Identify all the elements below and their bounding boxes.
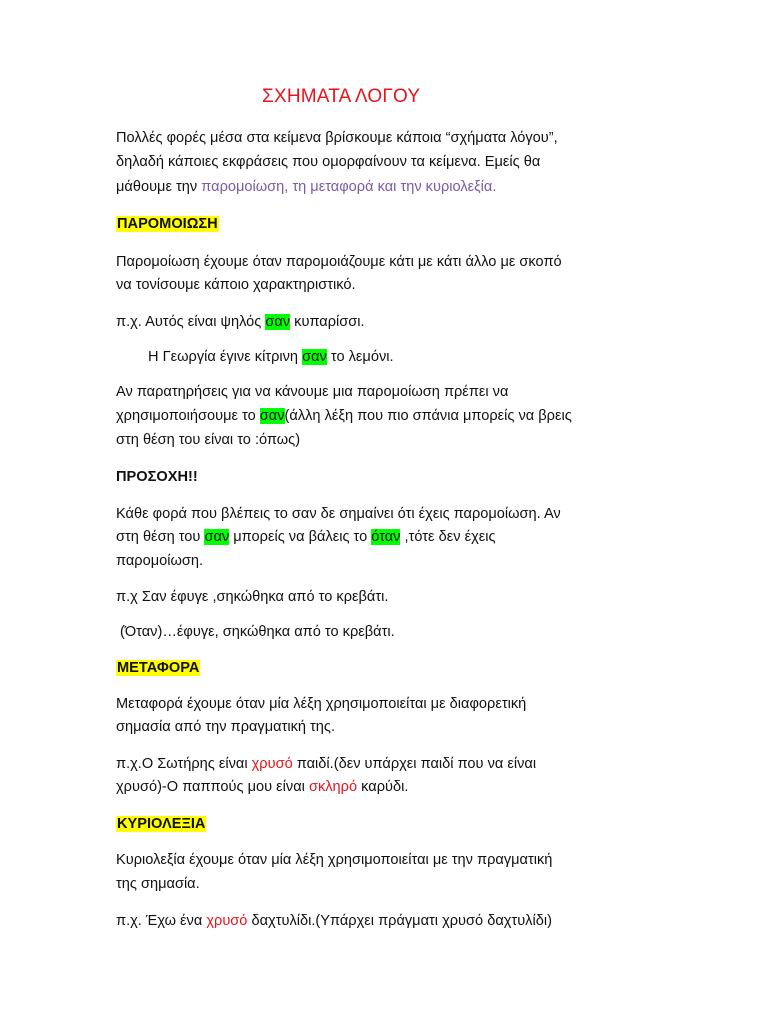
simile-note-2-end: (άλλη λέξη που πιο σπάνια μπορείς να βρεις (284, 408, 572, 424)
simile-example-1-end: κυπαρίσσι. (290, 314, 365, 330)
keyword-san: σαν (265, 314, 291, 330)
metaphor-def-line-2: σημασία από την πραγματική της. (116, 719, 336, 735)
simile-note-line-1: Αν παρατηρήσεις για να κάνουμε μια παρομοίωση πρέπει να (116, 384, 509, 400)
simile-heading: ΠΑΡΟΜΟΙΩΣΗ (117, 216, 218, 232)
simile-def-line-1: Παρομοίωση έχουμε όταν παρομοιάζουμε κάτι με κάτι άλλο με σκοπό (116, 254, 562, 270)
attention-heading: ΠΡΟΣΟΧΗ!! (116, 469, 198, 485)
keyword-chryso: χρυσό (206, 913, 248, 929)
attention-example-1: π.χ Σαν έφυγε ,σηκώθηκα από το κρεβάτι. (116, 589, 389, 605)
page-title: ΣΧΗΜΑΤΑ ΛΟΓΟΥ (262, 86, 421, 107)
literal-heading: ΚΥΡΙΟΛΕΞΙΑ (117, 816, 206, 832)
metaphor-example-1-end: παιδί.(δεν υπάρχει παιδί που να είναι (292, 756, 537, 772)
attention-line-2-a: στη θέση του (116, 529, 205, 545)
keyword-san: σαν (259, 408, 285, 424)
simile-heading-row (116, 214, 219, 234)
keyword-san: σαν (302, 349, 327, 365)
metaphor-example-1-start: π.χ.Ο Σωτήρης είναι (116, 756, 252, 772)
literal-def-line-2: της σημασία. (116, 876, 200, 892)
keyword-san: σαν (204, 529, 230, 545)
keyword-otan: όταν (371, 529, 401, 545)
metaphor-example-2-end: καρύδι. (357, 779, 409, 795)
simile-def-line-2: να τονίσουμε κάποιο χαρακτηριστικό. (116, 277, 356, 293)
simile-example-1 (116, 312, 365, 332)
metaphor-example-2-start: χρυσό)-Ο παππούς μου είναι (116, 779, 309, 795)
literal-def-line-1: Κυριολεξία έχουμε όταν μία λέξη χρησιμοποιείται με την πραγματική (116, 852, 553, 868)
simile-note-line-2 (116, 406, 572, 426)
attention-line-1: Κάθε φορά που βλέπεις το σαν δε σημαίνει ότι έχεις παρομοίωση. Αν (116, 506, 561, 522)
metaphor-heading-row (116, 658, 200, 678)
simile-example-2-end: το λεμόνι. (326, 349, 394, 365)
intro-line-1: Πολλές φορές μέσα στα κείμενα βρίσκουμε κάποια “σχήματα λόγου”, (116, 130, 558, 146)
simile-note-line-3: στη θέση του είναι το :όπως) (116, 432, 301, 448)
literal-example (116, 911, 552, 931)
keyword-sklero: σκληρό (308, 779, 358, 795)
metaphor-example-line-2 (116, 777, 408, 797)
intro-line-2: δηλαδή κάποιες εκφράσεις που ομορφαίνουν τα κείμενα. Εμείς θα (116, 154, 541, 170)
metaphor-def-line-1: Μεταφορά έχουμε όταν μία λέξη χρησιμοποιείται με διαφορετική (116, 696, 527, 712)
simile-example-2 (148, 347, 394, 367)
metaphor-example-line-1 (116, 754, 536, 774)
simile-example-2-start: Η Γεωργία έγινε κίτρινη (148, 349, 303, 365)
intro-figures-list: παρομοίωση, τη μεταφορά και την κυριολεξία. (201, 179, 497, 195)
simile-example-1-start: π.χ. Αυτός είναι ψηλός (116, 314, 266, 330)
literal-example-start: π.χ. Έχω ένα (116, 913, 207, 929)
keyword-chryso: χρυσό (251, 756, 293, 772)
intro-line-3 (116, 177, 496, 197)
attention-line-2 (116, 527, 496, 547)
attention-line-2-c: μπορείς να βάλεις το (229, 529, 372, 545)
intro-line-3-start: μάθουμε την (116, 179, 202, 195)
literal-example-end: δαχτυλίδι.(Υπάρχει πράγματι χρυσό δαχτυλίδι) (247, 913, 552, 929)
literal-heading-row (116, 814, 206, 834)
metaphor-heading: ΜΕΤΑΦΟΡΑ (117, 660, 200, 676)
attention-line-3: παρομοίωση. (116, 553, 204, 569)
attention-line-2-e: ,τότε δεν έχεις (400, 529, 496, 545)
attention-example-2: (Όταν)…έφυγε, σηκώθηκα από το κρεβάτι. (120, 624, 395, 640)
simile-note-2-start: χρησιμοποιήσουμε το (116, 408, 260, 424)
